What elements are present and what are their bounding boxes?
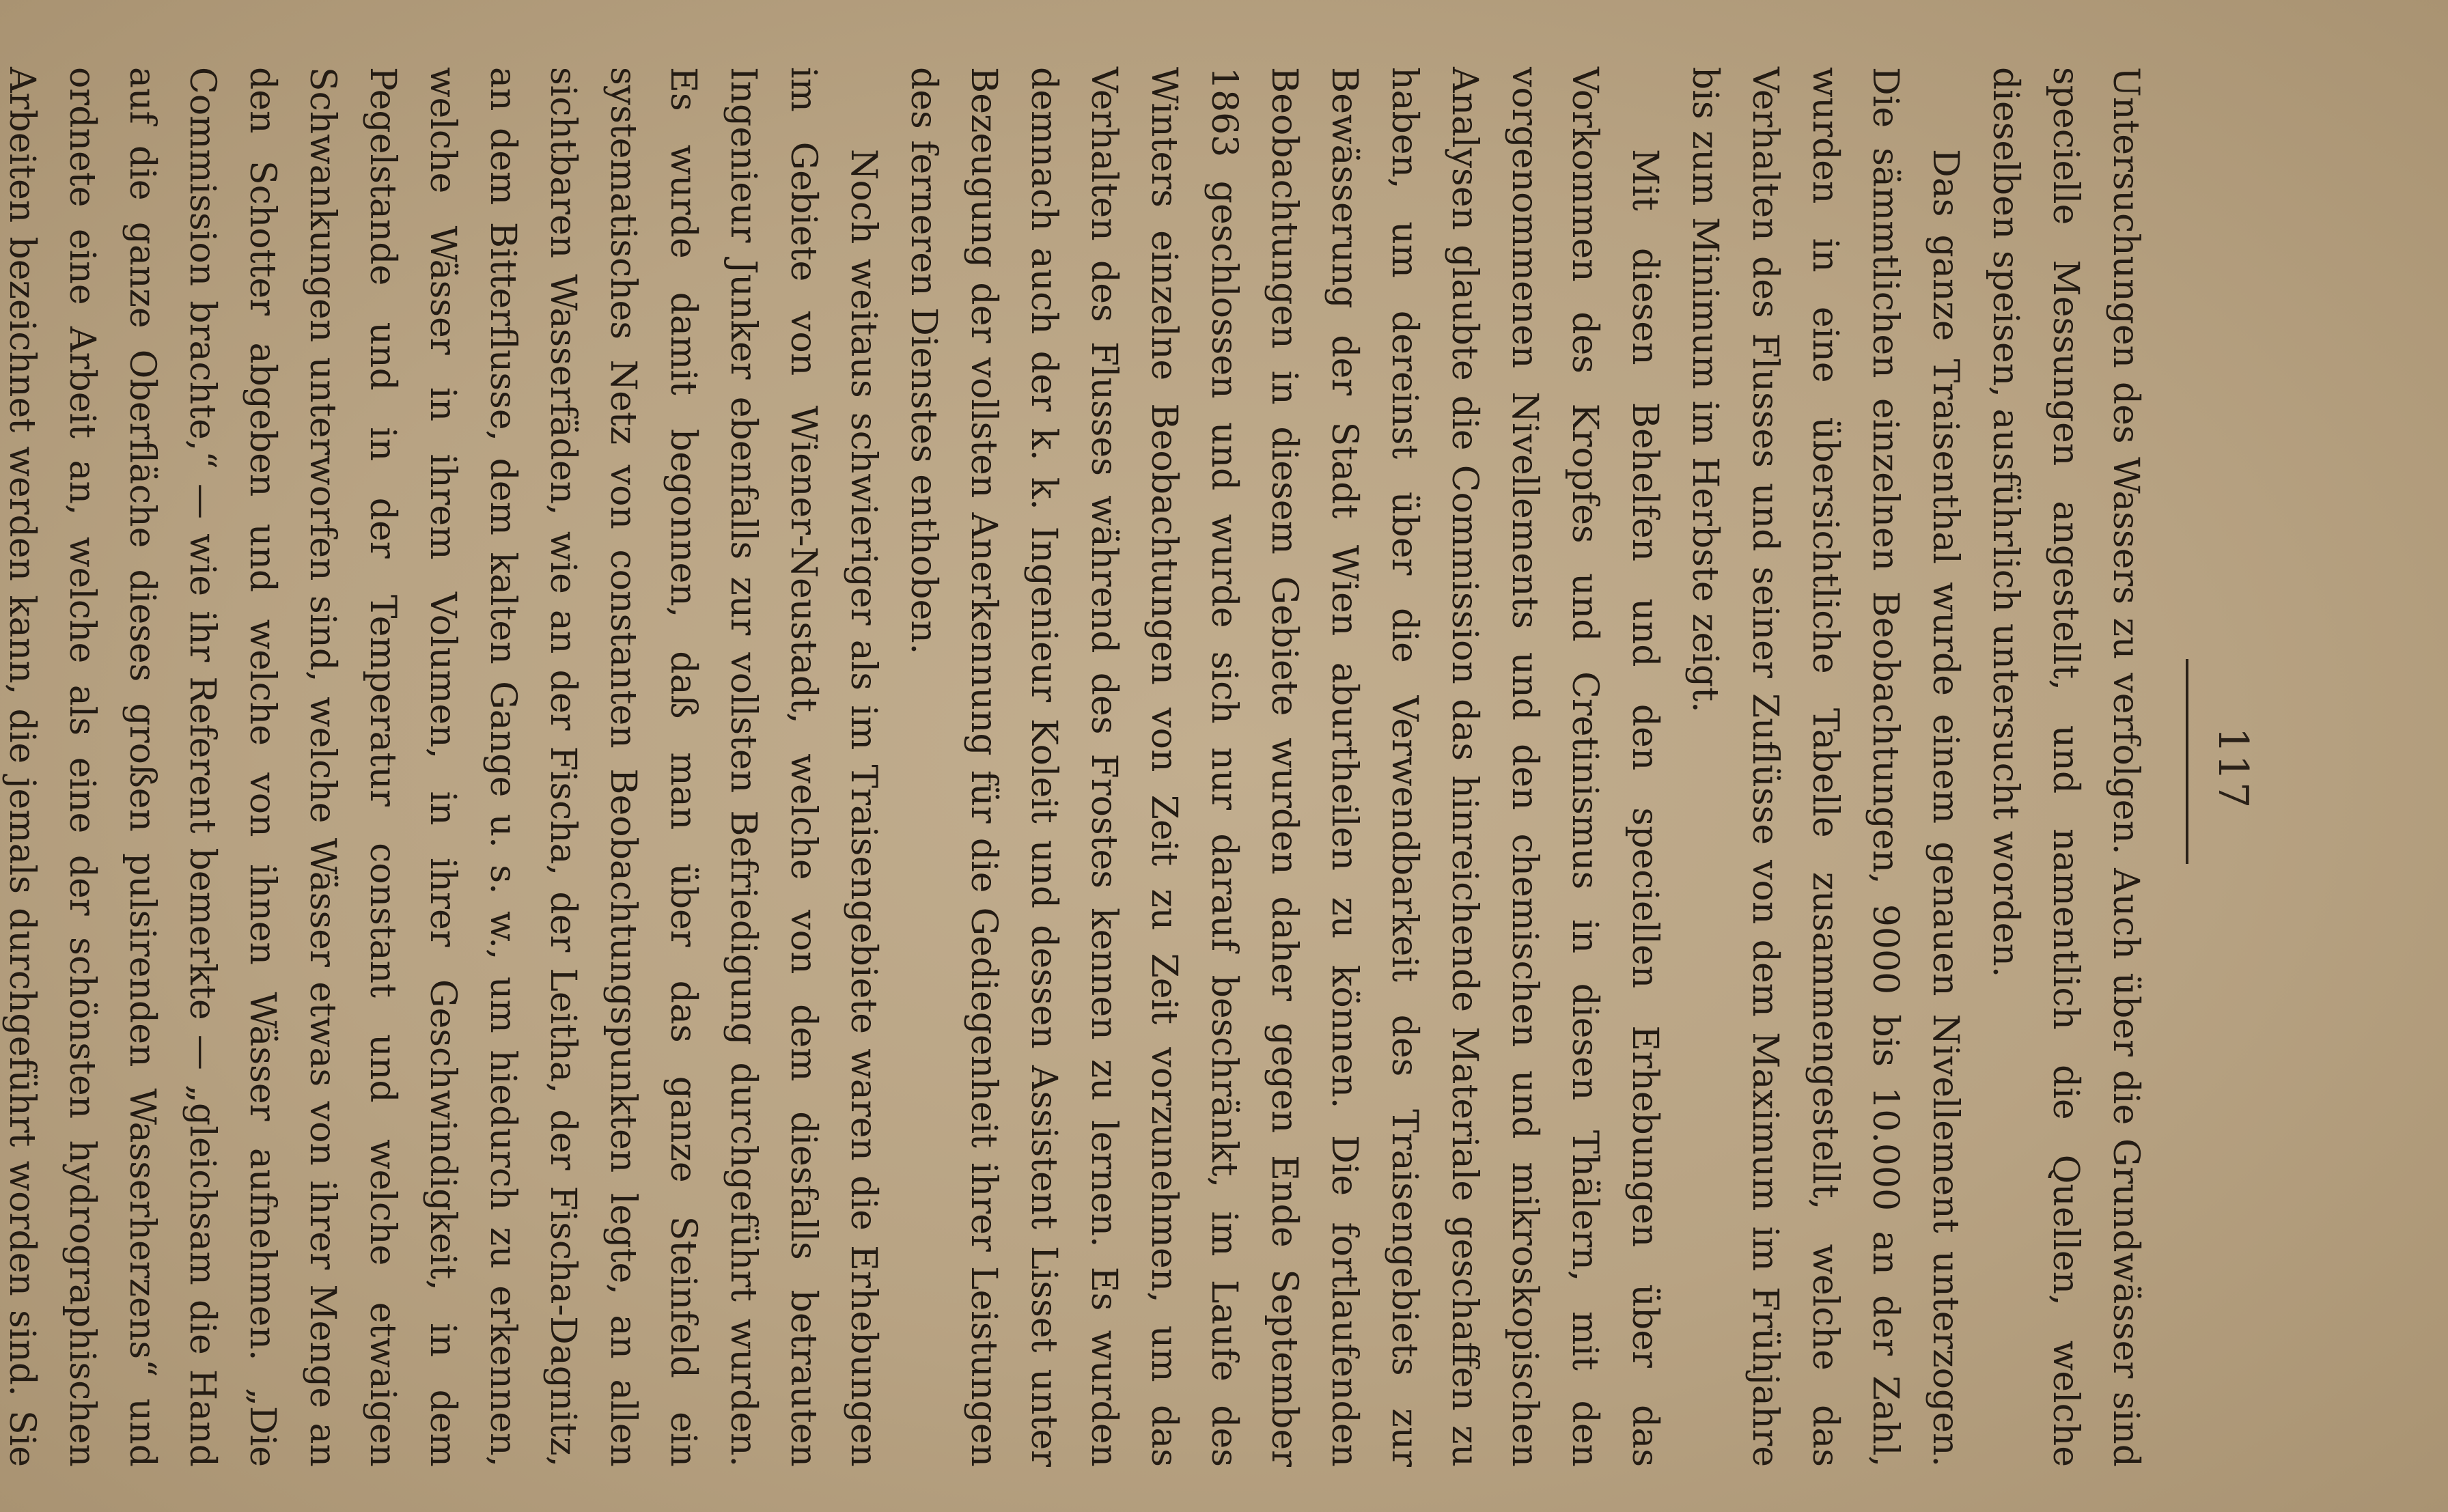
paragraph: Untersuchungen des Wassers zu verfolgen. Auch über die Grundwässer sind specielle Messungen angestellt, und namentlich die Quellen, welche dieselben speisen, ausführlich untersucht worden. (1985, 67, 2146, 1467)
paragraph: Das ganze Traisenthal wurde einem genauen Nivellement unterzogen. Die sämmtlichen einzelnen Beobachtungen, 9000 bis 10.000 an der Zahl, wurden in eine übersichtliche Tabelle zusammengestellt, welche das Verhalten des Flusses und seiner Zuflüsse von dem Maximum im Frühjahre bis zum Minimum im Herbste zeigt. (1684, 67, 1966, 1467)
page-number-rule (2186, 659, 2188, 864)
paragraph: Noch weitaus schwieriger als im Traisengebiete waren die Erhebungen im Gebiete von Wiener-Neustadt, welche von dem diesfalls betrauten Ingenieur Junker ebenfalls zur vollsten Befriedigung durchgeführt wurden. Es wurde damit begonnen, daß man über das ganze Steinfeld ein systematisches Netz von constanten Beobachtungspunkten legte, an allen sichtbaren Wasserfäden, wie an der Fischa, der Leitha, der Fischa-Dagnitz, an dem Bitterflusse, dem kalten Gange u. s. w., um hiedurch zu erkennen, welche Wässer in ihrem Volumen, in ihrer Geschwindigkeit, in dem Pegelstande und in der Temperatur constant und welche etwaigen Schwankungen unterworfen sind, welche Wässer etwas von ihrer Menge an den Schotter abgeben und welche von ihnen Wässer aufnehmen. „Die Commission brachte,“ — wie ihr Referent bemerkte — „gleichsam die Hand auf die ganze Oberfläche dieses großen pulsirenden Wasserherzens“ und ordnete eine Arbeit an, welche als eine der schönsten hydrographischen Arbeiten bezeichnet werden kann, die jemals durchgeführt worden sind. Sie (1, 67, 884, 1467)
paragraph: Mit diesen Behelfen und den speciellen Erhebungen über das Vorkommen des Kropfes und Cretinismus in diesen Thälern, mit den vorgenommenen Nivellements und den chemischen und mikroskopischen Analysen glaubte die Commission das hinreichende Materiale geschaffen zu haben, um dereinst über die Verwendbarkeit des Traisengebiets zur Bewässerung der Stadt Wien aburtheilen zu können. Die fortlaufenden Beobachtungen in diesem Gebiete wurden daher gegen Ende September 1863 geschlossen und wurde sich nur darauf beschränkt, im Laufe des Winters einzelne Beobachtungen von Zeit zu Zeit vorzunehmen, um das Verhalten des Flusses während des Frostes kennen zu lernen. Es wurden demnach auch der k. k. Ingenieur Koleit und dessen Assistent Lisset unter Bezeugung der vollsten Anerkennung für die Gediegenheit ihrer Leistungen des ferneren Dienstes enthoben. (903, 67, 1665, 1467)
body-text (0, 67, 2156, 1467)
page-number: 117 (2209, 727, 2257, 810)
